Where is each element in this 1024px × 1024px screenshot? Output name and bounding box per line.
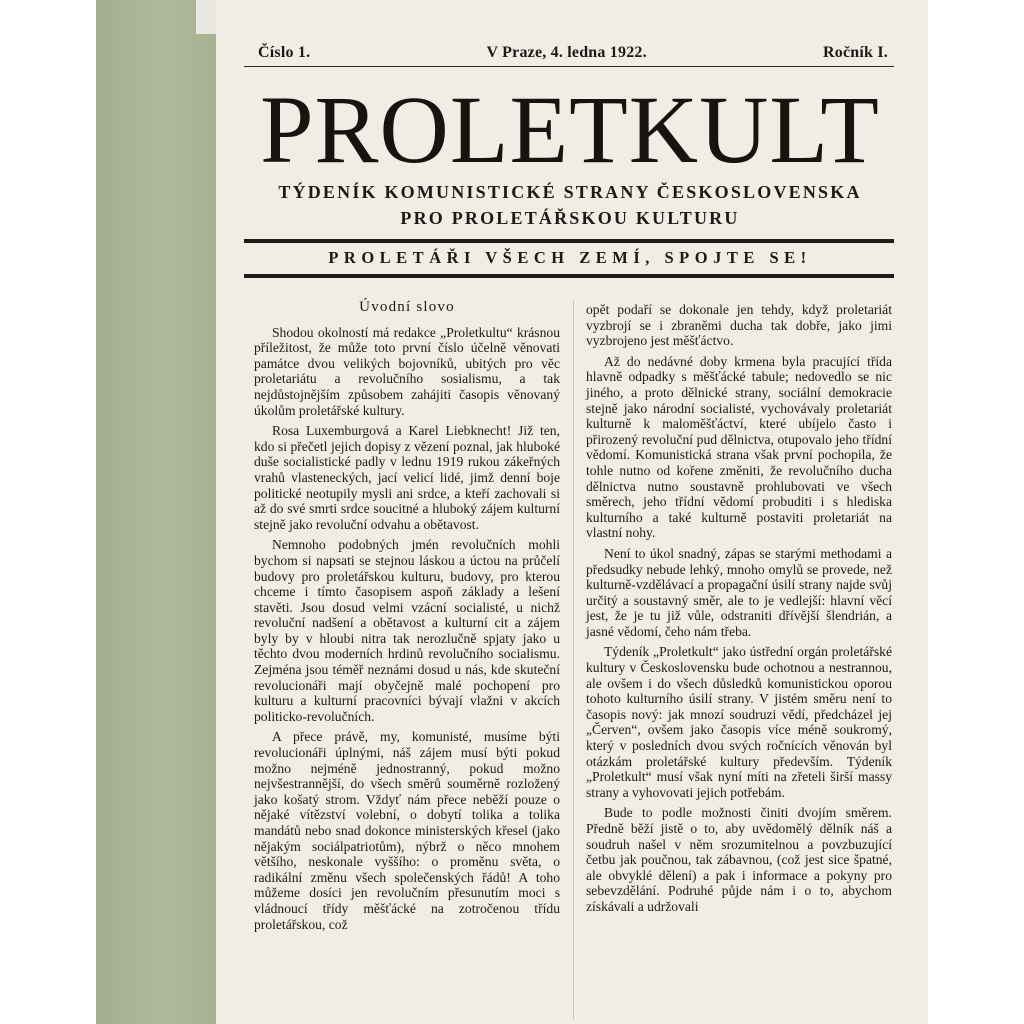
article-paragraph: A přece právě, my, komunisté, musíme býti revolucionáři úplnými, náš zájem musí býti pokud možno nejméně jednostranný, pokud možno nejvšestrannější, do všech směrů souměrně rozložený jako košatý strom. Vždyť nám přece neběží pouze o nějaké vítězství volební, o dobytí tolika a tolika mandátů nebo snad dokonce ministerských křesel (jako nějakým sociálpatriotům), nýbrž o něco mnohem většího, neskonale vyššího: o proměnu světa, o radikální změnu všech společenských řádů! A toho můžeme dosíci jen revolučním přesunutím moci s vládnoucí třídy měšťácké na zotročenou třídu proletářskou, což: [254, 729, 560, 932]
article-paragraph: Nemnoho podobných jmén revolučních mohli bychom si napsati se stejnou láskou a úctou na průčelí budovy pro proletářskou kulturu, budovy, pro kterou chceme i tímto časopisem aspoň základy a lešení stavěti. Jsou dosud velmi vzácní socialisté, u nichž revoluční nadšení a obětavost a kulturní cit a zájem byly by v hloubi nitra tak nerozlučně spjaty jako u těchto dvou moderních hrdinů revolučního socialismu. Zejména jsou téměř neznámi dosud u nás, kde skuteční revolucionáři mají obyčejně malé pochopení pro kulturu a kulturní pracovníci bývají vlažni v akcích politicko-revolučních.: [254, 537, 560, 724]
article-heading: Úvodní slovo: [359, 299, 455, 315]
subtitle-line-2: PRO PROLETÁŘSKOU KULTURU: [400, 208, 740, 228]
volume-number: Ročník I.: [823, 44, 888, 61]
article-paragraph: Bude to podle možnosti činiti dvojím směrem. Předně běží jistě o to, aby uvědomělý dělník náš a soudruh našel v něm srozumitelnou a povzbuzující četbu jak poučnou, tak zábavnou, (což jest sice špatné, ale obvyklé dělení) a pak i informace a pokyny pro sebevzdělání. Podruhé půjde nám i o to, abychom získávali a udržovali: [586, 805, 892, 914]
article-paragraph: Týdeník „Proletkult“ jako ústřední orgán proletářské kultury v Československu bude ochotnou a nestrannou, ale ovšem i do všech důsledků komunistickou oporou tohoto kulturního úsilí strany. V jistém směru není to časopis nový: jak mnozí soudruzi vědí, předcházel jej „Červen“, ovšem jako časopis více méně soukromý, který v posledních dvou svých ročnících věnován byl otázkám proletářské kultury především. Týdeník „Proletkult“ musí však nyní míti na zřeteli širší massy strany a vyhovovati jejich potřebám.: [586, 644, 892, 800]
issue-info-line: [258, 44, 888, 62]
article-column-right: [586, 302, 892, 920]
article-paragraph: Až do nedávné doby krmena byla pracující třída hlavně odpadky s měšťácké tabule; nedovedlo se nic jiného, a proto dělnické strany, sociální demokracie stejně jako národní socialisté, vychovávaly proletariát kulturně k maloměšťáctví, které ubíjelo často i přirozený revoluční pud dělnictva, otupovalo jeho třídní vědomí. Komunistická strana však první pochopila, že tohle nutno od kořene změniti, že revolučního ducha dělnictva nutno soustavně prohlubovati ve všech směrech, jeho třídní vědomí probuditi i s hlediska kulturního a také kulturně postaviti proletariát na vlastní nohy.: [586, 353, 892, 541]
article-paragraph: Není to úkol snadný, zápas se starými methodami a předsudky nebude lehký, mnoho omylů se provede, než kulturně-vzdělávací a propagační úsilí strany najde svůj určitý a soustavný směr, ale to je vedlejší: hlavní věcí jest, že je tu již vůle, odstraniti dřívější šlendrián, a jasné vědomí, čeho nám třeba.: [586, 545, 892, 639]
newspaper-title: PROLETKULT: [260, 76, 880, 183]
article-paragraph: opět podaří se dokonale jen tehdy, když proletariát vyzbrojí se i zbraněmi ducha tak dobře, jako jimi vyzbrojeno jest měšťáctvo.: [586, 302, 892, 349]
column-divider: [573, 300, 574, 1020]
binding-tape: [96, 0, 216, 1024]
article-paragraph: Rosa Luxemburgová a Karel Liebknecht! Již ten, kdo si přečetl jejich dopisy z vězení poznal, jak hluboké duše socialistické padly v lednu 1919 rukou zákeřných vrahů vlasteneckých, jací velicí lidé, jimž denní boje politické neotupily mysli ani srdce, a kteří zachovali si až do své smrti srdce soucitné a hluboký zájem kulturní stejně jako revoluční odvahu a obětavost.: [254, 423, 560, 532]
scan-margin-left: [0, 0, 96, 1024]
slogan: PROLETÁŘI VŠECH ZEMÍ, SPOJTE SE!: [328, 248, 812, 267]
place-date: V Praze, 4. ledna 1922.: [486, 44, 647, 61]
slogan-top-rule: [244, 239, 894, 243]
subtitle-line-1: TÝDENÍK KOMUNISTICKÉ STRANY ČESKOSLOVENSKA: [278, 182, 862, 202]
scan-margin-right: [928, 0, 1024, 1024]
article-column-left: [254, 300, 560, 937]
article-paragraph: Shodou okolností má redakce „Proletkultu“ krásnou příležitost, že může toto první číslo účelně věnovati památce dvou velikých bojovníků, ubitých pro věc proletariátu a revolučního sosialismu, a tak nejdůstojnějším způsobem zahájiti časopis věnovaný úkolům proletářské kultury.: [254, 324, 560, 418]
slogan-bottom-rule: [244, 274, 894, 278]
issue-number: Číslo 1.: [258, 44, 311, 61]
binding-tape-edge: [196, 0, 218, 34]
masthead-top-rule: [244, 66, 894, 67]
